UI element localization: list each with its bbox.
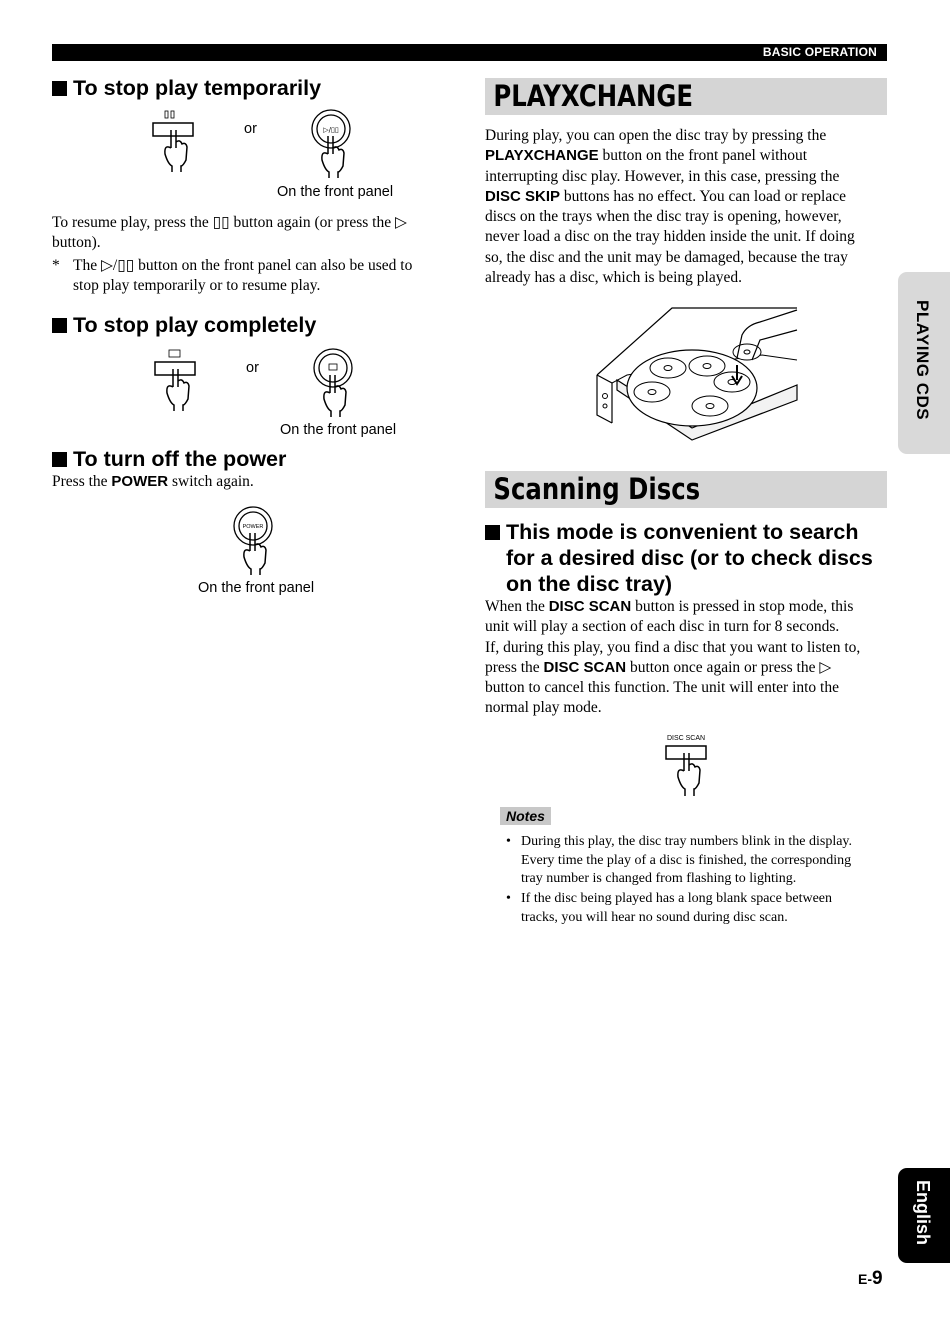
playxchange-section-bar	[485, 78, 887, 115]
playxchange-paragraph: During play, you can open the disc tray by pressing the PLAYXCHANGE button on the front panel without interrupting disc play. However, in this case, pressing the DISC SKIP buttons has no effect. You can load or replace discs on the trays when the disc tray is opening, however, never load a disc on the tray hidden inside the unit. If doing so, the disc and the unit may be damaged, because the tray already has a disc, which is being played.	[485, 127, 855, 287]
front-panel-button-hand-icon	[310, 347, 360, 419]
footnote-star: *	[52, 257, 60, 274]
power-switch-hand-icon	[230, 505, 280, 577]
or-label: or	[244, 121, 257, 137]
disc-scan-button-illustration	[660, 730, 714, 800]
scanning-discs-section-bar	[485, 471, 887, 508]
front-panel-button-hand-icon	[308, 108, 358, 180]
playxchange-title: PLAYXCHANGE	[493, 79, 693, 113]
notes-label: Notes	[500, 807, 551, 825]
playing-cds-tab	[898, 272, 950, 454]
stop-completely-heading: To stop play completely	[52, 312, 316, 338]
note-item: • During this play, the disc tray numbers blink in the display. Every time the play of a disc is finished, the corresponding tray number is changed from flashing to lighting.	[506, 834, 853, 886]
square-bullet-icon	[52, 318, 67, 333]
playing-cds-tab-label: PLAYING CDS	[913, 300, 932, 421]
notes-header	[500, 808, 551, 826]
language-tab-label: English	[913, 1180, 933, 1246]
resume-line-2: button).	[52, 234, 101, 252]
footnote-line-2: stop play temporarily or to resume play.	[73, 277, 321, 295]
turn-off-power-heading: To turn off the power	[52, 446, 286, 472]
remote-button-hand-icon	[660, 730, 714, 800]
footnote-line-1: The ▷/▯▯ button on the front panel can also be used to	[73, 257, 413, 274]
square-bullet-icon	[485, 525, 500, 540]
svg-text:▷/▯▯: ▷/▯▯	[323, 126, 339, 134]
scan-mode-heading: This mode is convenient to search for a desired disc (or to check discs on the disc tray)	[485, 519, 895, 597]
power-button-label: POWER	[242, 524, 264, 530]
header-bar	[52, 44, 887, 61]
resume-line-1: To resume play, press the ▯▯ button again (or press the ▷	[52, 214, 407, 231]
remote-button-hand-icon	[150, 347, 200, 415]
square-bullet-icon	[52, 81, 67, 96]
scanning-discs-title: Scanning Discs	[493, 472, 701, 506]
front-panel-caption: On the front panel	[198, 580, 315, 596]
resume-text	[52, 213, 452, 254]
footnote-text	[73, 256, 453, 297]
power-button-illustration	[230, 505, 280, 577]
language-tab	[898, 1168, 950, 1263]
scanning-paragraph: When the DISC SCAN button is pressed in stop mode, this unit will play a section of each disc in turn for 8 seconds. If, during this play, you find a disc that you want to listen to, press the DISC SCAN button once again or press the ▷ button to cancel this function. The unit will enter into the normal play mode.	[485, 598, 861, 717]
stop-temporarily-heading: To stop play temporarily	[52, 75, 321, 101]
stop-front-button-illustration	[310, 347, 360, 419]
power-text: Press the POWER switch again.	[52, 473, 254, 490]
cd-changer-tray-icon	[582, 300, 802, 450]
front-panel-caption: On the front panel	[280, 422, 397, 438]
or-label: or	[246, 360, 259, 376]
disc-tray-illustration	[582, 300, 802, 450]
square-bullet-icon	[52, 452, 67, 467]
remote-button-hand-icon	[150, 108, 200, 176]
front-panel-caption: On the front panel	[277, 184, 394, 200]
page-number: E-9	[858, 1268, 883, 1289]
disc-scan-label: DISC SCAN	[666, 735, 706, 742]
play-pause-front-button-illustration	[308, 108, 358, 180]
header-label: BASIC OPERATION	[762, 45, 877, 59]
note-item: • If the disc being played has a long blank space between tracks, you will hear no sound during disc scan.	[506, 891, 833, 925]
stop-button-illustration	[150, 347, 200, 415]
pause-button-illustration	[150, 108, 200, 176]
